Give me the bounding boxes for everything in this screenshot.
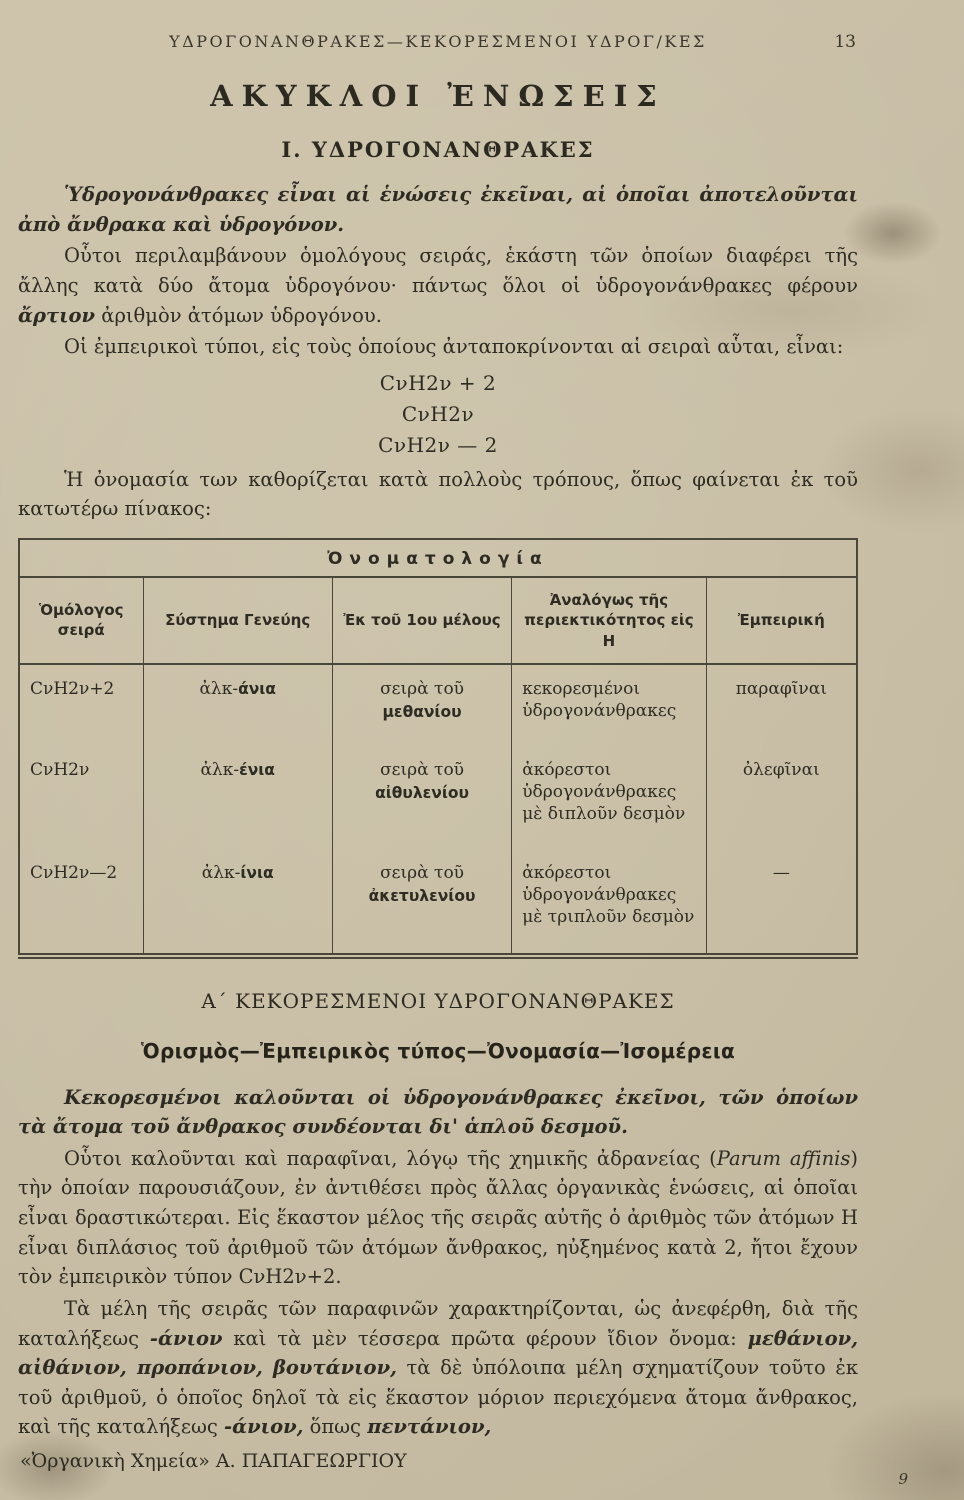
emphasis-parum-affinis: Parum affinis [716,1146,851,1170]
series-prefix: σειρὰ τοῦ [380,759,465,780]
section-heading-hydrocarbons: Ι. ΥΔΡΟΓΟΝΑΝΘΡΑΚΕΣ [281,137,595,162]
paragraph-text: Οὗτοι καλοῦνται καὶ παραφῖναι, λόγῳ τῆς χημικῆς ἀδρανείας ( [64,1146,717,1170]
running-header [18,32,858,51]
formula-line-2: CνΗ2ν [401,401,475,426]
column-header-first-member: Ἐκ τοῦ 1ου μέλους [332,577,511,664]
series-member: ἀκετυλενίου [368,887,476,906]
paraffins-paragraph [18,1144,858,1292]
table-row-alkynes [19,849,857,955]
cell-formula: CνΗ2ν—2 [30,863,118,884]
paragraph-text: Οὗτοι περιλαμβάνουν ὁμολόγους σειράς, ἑκάστη τῶν ὁποίων διαφέρει τῆς ἄλλης κατὰ δύο ἄτομα ὑδρογόνου· πάντως ὅλοι οἱ ὑδρογονάνθρακες φέρουν [18,244,858,297]
table-row-alkenes [19,746,857,849]
cell-series-name [332,746,511,849]
cell-hydrogen-class: ἀκόρεστοι ὑδρογονάνθρακες μὲ τριπλοῦν δεσμὸν [512,849,706,955]
empirical-formulas-block [18,368,858,461]
paragraph-text: Ἡ ὀνομασία των καθορίζεται κατὰ πολλοὺς τρόπους, ὅπως φαίνεται ἐκ τοῦ κατωτέρω πίνακος: [18,467,858,521]
cell-hydrogen-class: ἀκόρεστοι ὑδρογονάνθρακες μὲ διπλοῦν δεσμὸν [512,746,706,849]
series-member: αἰθυλενίου [375,784,470,803]
emphasis-suffix-anion: -άνιον [149,1326,223,1350]
definition-text: Κεκορεσμένοι καλοῦνται οἱ ὑδρογονάνθρακες ἐκεῖνοι, τῶν ὁποίων τὰ ἄτομα τοῦ ἄνθρακος συνδέονται δι' ἁπλοῦ δεσμοῦ. [18,1085,858,1139]
table-header-row [19,577,857,664]
paragraph-text: Τὰ μέλη τῆς σειρᾶς τῶν παραφινῶν χαρακτηρίζονται, ὡς ἀνεφέρθη, διὰ τῆς καταλήξεως [18,1296,858,1350]
table-title-row [19,539,857,577]
cell-formula: CνΗ2ν [30,759,90,780]
geneva-prefix: ἀλκ- [201,863,241,884]
running-header-title: ΥΔΡΟΓΟΝΑΝΘΡΑΚΕΣ—ΚΕΚΟΡΕΣΜΕΝΟΙ ΥΔΡΟΓ/ΚΕΣ [169,32,707,51]
geneva-suffix: ίνια [240,864,274,883]
cell-empirical-name: παραφῖναι [706,664,857,746]
nomenclature-table [18,538,858,959]
homologous-series-paragraph [18,241,858,330]
geneva-prefix: ἀλκ- [200,759,240,780]
table-title: Ὀνοματολογία [19,539,857,577]
definition-text: Ὑδρογονάνθρακες εἶναι αἱ ἑνώσεις ἐκεῖναι, αἱ ὁποῖαι ἀποτελοῦνται ἀπὸ ἄνθρακα καὶ ὑδρογόνον. [18,183,858,236]
empirical-types-intro-paragraph [18,332,858,362]
section-heading-saturated-hydrocarbons: Α΄ ΚΕΚΟΡΕΣΜΕΝΟΙ ΥΔΡΟΓΟΝΑΝΘΡΑΚΕΣ [201,988,675,1013]
cell-series-name [332,664,511,746]
cell-empirical-name: — [706,849,857,955]
paragraph-text: τὰ δὲ ὑπόλοιπα μέλη σχηματίζουν τοῦτο ἐκ τοῦ ἀριθμοῦ, ὁ ὁποῖος δηλοῖ τὰ εἰς ἕκαστον μόριον περιεχόμενα ἄτομα ἄνθρακος, καὶ τῆς καταλήξεως [18,1356,859,1439]
cell-hydrogen-class: κεκορεσμένοι ὑδρογονάνθρακες [512,664,706,746]
cell-empirical-name: ὀλεφῖναι [706,746,857,849]
saturated-definition-paragraph [18,1083,858,1142]
series-prefix: σειρὰ τοῦ [380,678,465,699]
definition-subheading: Ὁρισμὸς—Ἐμπειρικὸς τύπος—Ὀνομασία—Ἰσομέρεια [141,1038,735,1063]
column-header-homologous-series: Ὁμόλογος σειρά [19,577,143,664]
table-row-alkanes [19,664,857,746]
emphasis-first-members: μεθάνιον, αἰθάνιον, προπάνιον, βουτάνιον, [18,1326,858,1380]
paragraph-text: ) τὴν ὁποίαν παρουσιάζουν, ἐν ἀντιθέσει πρὸς ἄλλας ὀργανικὰς ἑνώσεις, αἱ ὁποῖαι εἶναι δραστικώτεραι. Εἰς ἕκαστον μέλος τῆς σειρᾶς αὐτῆς ὁ ἀριθμὸς τῶν ἀτόμων Η εἶναι διπλάσιος τοῦ ἀριθμοῦ τῶν ἀτόμων ἄνθρακος, ηὐξημένος κατὰ 2, ἤτοι ἔχουν τὸν ἐμπειρικὸν τύπον CνΗ2ν+2. [18,1146,858,1289]
geneva-suffix: ένια [239,760,275,779]
paragraph-text: ἀριθμὸν ἀτόμων ὑδρογόνου. [95,303,382,327]
series-prefix: σειρὰ τοῦ [380,863,465,884]
cell-geneva-name [143,746,332,849]
footer-citation: «Ὀργανικὴ Χημεία» Α. ΠΑΠΑΓΕΩΡΓΙΟΥ [20,1450,407,1472]
cell-geneva-name [143,664,332,746]
paragraph-text: ὅπως [303,1415,368,1439]
column-header-geneva-system: Σύστημα Γενεύης [143,577,332,664]
formula-line-1: CνΗ2ν + 2 [379,370,497,395]
page-title: ΑΚΥΚΛΟΙ ἘΝΩΣΕΙΣ [210,79,666,113]
emphasis-suffix-anion-2: -άνιον, [224,1415,304,1439]
naming-paragraph [18,1294,858,1442]
geneva-suffix: άνια [238,679,276,698]
paragraph-text: καὶ τὰ μὲν τέσσερα πρῶτα φέρουν ἴδιον ὄνομα: [222,1326,748,1350]
series-member: μεθανίου [382,702,462,721]
page-number: 13 [834,32,856,52]
signature-mark: 9 [898,1470,908,1488]
paragraph-text: Οἱ ἐμπειρικοὶ τύποι, εἰς τοὺς ὁποίους ἀνταποκρίνονται αἱ σειραὶ αὗται, εἶναι: [64,335,844,359]
hydrocarbons-definition-paragraph [18,180,858,239]
emphasis-pentanion: πεντάνιον, [367,1415,492,1439]
emphasis-artion: ἄρτιον [18,303,96,327]
cell-geneva-name [143,849,332,955]
cell-series-name [332,849,511,955]
nomenclature-intro-paragraph [18,465,858,524]
formula-line-3: CνΗ2ν — 2 [378,432,498,457]
cell-formula: CνΗ2ν+2 [30,678,115,699]
column-header-hydrogen-content: Ἀναλόγως τῆς περιεκτικότητος εἰς Η [512,577,706,664]
geneva-prefix: ἀλκ- [199,678,239,699]
column-header-empirical: Ἐμπειρική [706,577,857,664]
